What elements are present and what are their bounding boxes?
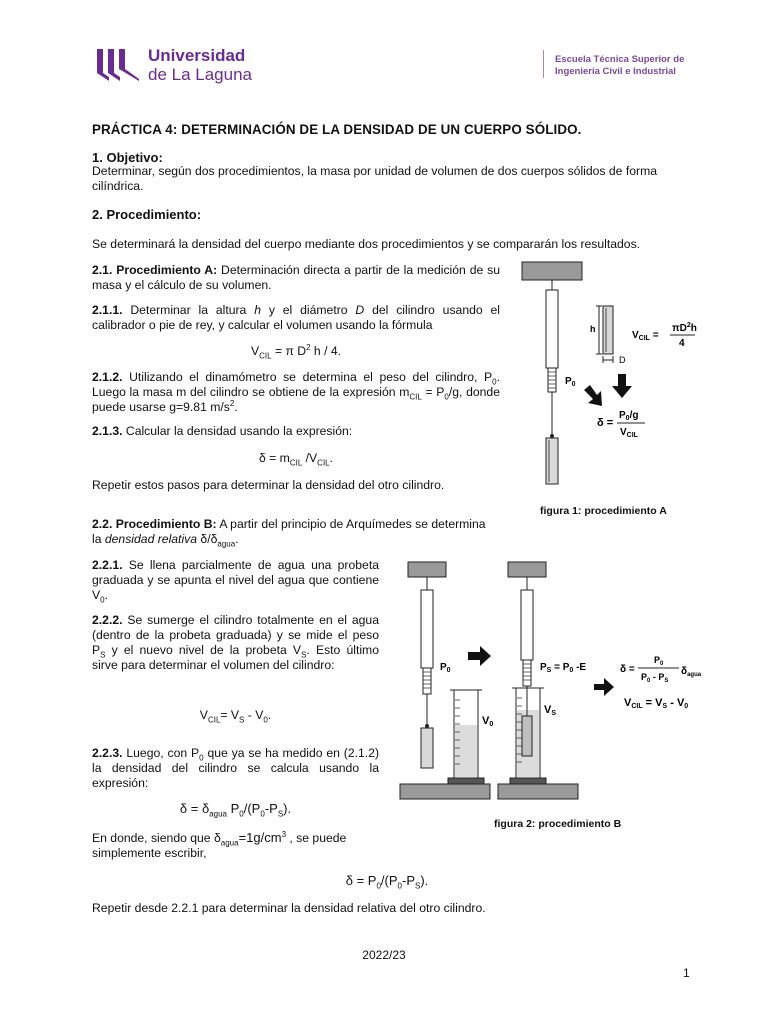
ps-label: $P_S = P_0$ -E (540, 662, 587, 674)
step-211-t1: Determinar la altura (122, 303, 255, 317)
label-d: D (619, 355, 626, 365)
step-211-t3: del cilindro usando el calibrador o pie de rey, y calcular el volumen usando la fórmula (92, 303, 500, 332)
where-sub: agua (220, 838, 239, 848)
repeat-a-text: Repetir estos pasos para determinar la densidad del otro cilindro. (92, 478, 445, 492)
step-221-sub: 0 (100, 595, 105, 605)
step-211 (92, 303, 500, 333)
step-212-t4: /g, donde puede usarse g=9.81 m/s (92, 385, 500, 414)
rho-denominator: $P_0 - P_S$ (641, 672, 669, 684)
rho-numerator: $P_0$ (654, 655, 664, 667)
dynamometer-right (521, 590, 533, 660)
where-t2: =1g/cm (238, 830, 282, 845)
step-222-t1: Se sumerge el cilindro totalmente en el agua (dentro de la probeta graduada) y se mide el peso P (92, 613, 379, 657)
school-line1: Escuela Técnica Superior de (555, 54, 685, 65)
vcil-denominator: 4 (679, 338, 685, 349)
formula-part: -P (401, 873, 415, 888)
formula-sub: 0 (397, 881, 402, 891)
formula-sub: CIL (259, 351, 272, 361)
diagonal-arrow-icon (584, 385, 602, 406)
step-211-d: D (355, 303, 365, 317)
formula-sub: CIL (289, 458, 303, 468)
formula-density-a (92, 451, 500, 468)
formula-sub: S (277, 809, 284, 819)
dynamometer-left (421, 590, 433, 668)
procedure-intro: Se determinará la densidad del cuerpo mediante dos procedimientos y se compararán los resultados. (92, 237, 641, 251)
footer-year: 2022/23 (362, 948, 406, 962)
formula-sub: S (239, 715, 245, 725)
p0-label: $P_0$ (565, 376, 576, 388)
objective-text: Determinar, según dos procedimientos, la masa por unidad de volumen de dos cuerpos sólidos de forma cilíndrica. (92, 164, 658, 193)
down-arrow-icon (612, 374, 632, 398)
formula-vcil-b (92, 708, 379, 725)
procedure-b-t3: . (235, 532, 239, 546)
vcil-numerator: $\pi D^2h$ (672, 322, 697, 334)
formula-part: h / 4. (310, 344, 342, 358)
procedure-a-text: Determinación directa a partir de la medición de su masa y el cálculo de su volumen. (92, 263, 500, 292)
formula-part: . (267, 708, 272, 722)
formula-sub: CIL (317, 458, 330, 468)
hook (425, 724, 429, 728)
step-222 (92, 613, 379, 673)
water-left (455, 725, 477, 777)
page-title: PRÁCTICA 4: DETERMINACIÓN DE LA DENSIDAD DE UN CUERPO SÓLIDO. (92, 122, 582, 137)
figure-2-diagram (398, 560, 718, 805)
procedure-b (92, 517, 492, 547)
support-block (522, 262, 582, 280)
step-223 (92, 746, 379, 791)
school-line2: Ingeniería Civil e Industrial (555, 66, 676, 77)
formula-part: ). (283, 801, 292, 816)
figure-2-caption: figura 2: procedimiento B (494, 818, 622, 830)
step-212 (92, 370, 500, 415)
procedure-b-sub: agua (217, 539, 236, 549)
formula-part: . (329, 451, 334, 465)
formula-sub: 0 (263, 715, 268, 725)
university-line1: Universidad (148, 46, 246, 65)
step-212-sub: 0 (444, 392, 449, 402)
university-name (148, 46, 252, 84)
formula-part: - V (244, 708, 264, 722)
procedure-a-num: 2.1. Procedimiento A: (92, 263, 218, 277)
objective-heading: 1. Objetivo: (92, 150, 163, 165)
label-h: h (590, 324, 596, 334)
where-text (92, 830, 352, 861)
university-line2: de La Laguna (148, 65, 252, 84)
step-222-t2: y el nuevo nivel de la probeta V (105, 643, 302, 657)
cylinder-a (546, 438, 558, 484)
measured-cylinder (603, 306, 613, 354)
where-t3: , se puede simplemente escribir, (92, 831, 347, 860)
step-211-t2: y el diámetro (260, 303, 356, 317)
formula-part: = π D (271, 344, 307, 358)
base-plate-left (400, 784, 490, 799)
step-212-t2: . Luego la masa m del cilindro se obtiene de la expresión m (92, 370, 500, 399)
where-t1: En donde, siendo que δ (92, 831, 221, 845)
rho-numerator: $P_0/g$ (619, 410, 639, 422)
rho-denominator: $V_{CIL}$ (620, 427, 638, 439)
formula-part: δ = m (258, 451, 290, 465)
step-222-sub: S (100, 650, 106, 660)
step-221-t2: . (104, 588, 108, 602)
formula-part: V (250, 344, 260, 358)
step-212-sub: CIL (409, 392, 422, 402)
step-212-num: 2.1.2. (92, 370, 123, 384)
procedure-heading: 2. Procedimiento: (92, 207, 202, 222)
step-211-h: h (254, 303, 261, 317)
formula-part: = V (220, 708, 240, 722)
step-212-t5: . (234, 400, 238, 414)
formula-part: δ = δ (179, 801, 210, 816)
step-221-num: 2.2.1. (92, 558, 123, 572)
step-223-t1: Luego, con P (122, 746, 200, 760)
step-223-sub: 0 (199, 753, 204, 763)
formula-vcil-a (92, 342, 500, 361)
formula-sub: agua (209, 809, 227, 819)
step-212-sub: 0 (492, 377, 497, 387)
ull-logo-icon (95, 47, 141, 81)
rho-label: δ = (620, 664, 635, 675)
formula-density-b (92, 801, 379, 819)
right-arrow-icon (594, 678, 614, 696)
v0-label: V0 (482, 715, 494, 728)
vcil-eq: VCIL = VS - V0 (624, 697, 689, 710)
cylinder-base (510, 778, 546, 784)
step-211-num: 2.1.1. (92, 303, 123, 317)
formula-part: P (226, 801, 240, 816)
formula-part: δ = P (345, 873, 377, 888)
formula-sub: CIL (207, 715, 221, 725)
hook (550, 434, 554, 438)
formula-part: -P (264, 801, 278, 816)
where-sup: 3 (281, 829, 287, 839)
step-212-t3: = P (421, 385, 445, 399)
cylinder-base (448, 778, 484, 784)
formula-part: /(P (380, 873, 398, 888)
school-name (555, 54, 684, 78)
support-block-right (508, 562, 546, 577)
step-221-t1: Se llena parcialmente de agua una probeta graduada y se apunta el nivel del agua que contiene V (92, 558, 379, 602)
formula-sub: 0 (376, 881, 381, 891)
formula-part: V (199, 708, 208, 722)
dynamometer-body (546, 290, 558, 368)
step-213-num: 2.1.3. (92, 424, 123, 438)
rho-label: δ = (597, 417, 614, 429)
step-222-sub: S (301, 650, 307, 660)
figure-1-caption: figura 1: procedimiento A (540, 505, 667, 517)
procedure-b-t1: A partir del principio de Arquímedes se determina la (92, 517, 486, 546)
procedure-b-t2: δ/δ (197, 532, 218, 546)
formula-part: /(P (243, 801, 261, 816)
step-213 (92, 424, 500, 439)
formula-sup: 2 (306, 342, 311, 352)
cylinder-submerged (522, 716, 532, 756)
step-223-t2: que ya se ha medido en (2.1.2) la densidad del cilindro se calcula usando la expresión: (92, 746, 379, 790)
formula-part: /V (302, 451, 318, 465)
procedure-b-italic: densidad relativa (104, 532, 198, 546)
step-213-text: Calcular la densidad usando la expresión: (122, 424, 353, 438)
formula-sub: 0 (239, 809, 244, 819)
base-plate-right (498, 784, 578, 799)
p0-label: $P_0$ (440, 662, 451, 674)
step-222-t3: . Esto último sirve para determinar el volumen del cilindro: (92, 643, 379, 672)
vs-label: VS (544, 704, 557, 717)
step-212-t1: Utilizando el dinamómetro se determina el peso del cilindro, P (122, 370, 493, 384)
step-221 (92, 558, 379, 603)
rho-agua: $\delta_{agua}$ (681, 666, 702, 678)
formula-sub: 0 (260, 809, 265, 819)
vcil-label: $V_{CIL}$ = (632, 330, 659, 342)
step-212-sup: 2 (229, 398, 235, 408)
right-arrow-icon (468, 646, 491, 666)
formula-density-c (92, 873, 682, 891)
header-divider (543, 50, 544, 78)
support-block-left (408, 562, 446, 577)
page-number: 1 (683, 966, 690, 980)
cylinder-left (421, 728, 433, 768)
formula-part: ). (420, 873, 429, 888)
procedure-b-num: 2.2. Procedimiento B: (92, 517, 217, 531)
repeat-b-text: Repetir desde 2.2.1 para determinar la densidad relativa del otro cilindro. (92, 901, 486, 915)
formula-sub: S (414, 881, 421, 891)
procedure-a (92, 263, 500, 293)
step-223-num: 2.2.3. (92, 746, 123, 760)
figure-1-diagram (515, 260, 715, 495)
step-222-num: 2.2.2. (92, 613, 123, 627)
